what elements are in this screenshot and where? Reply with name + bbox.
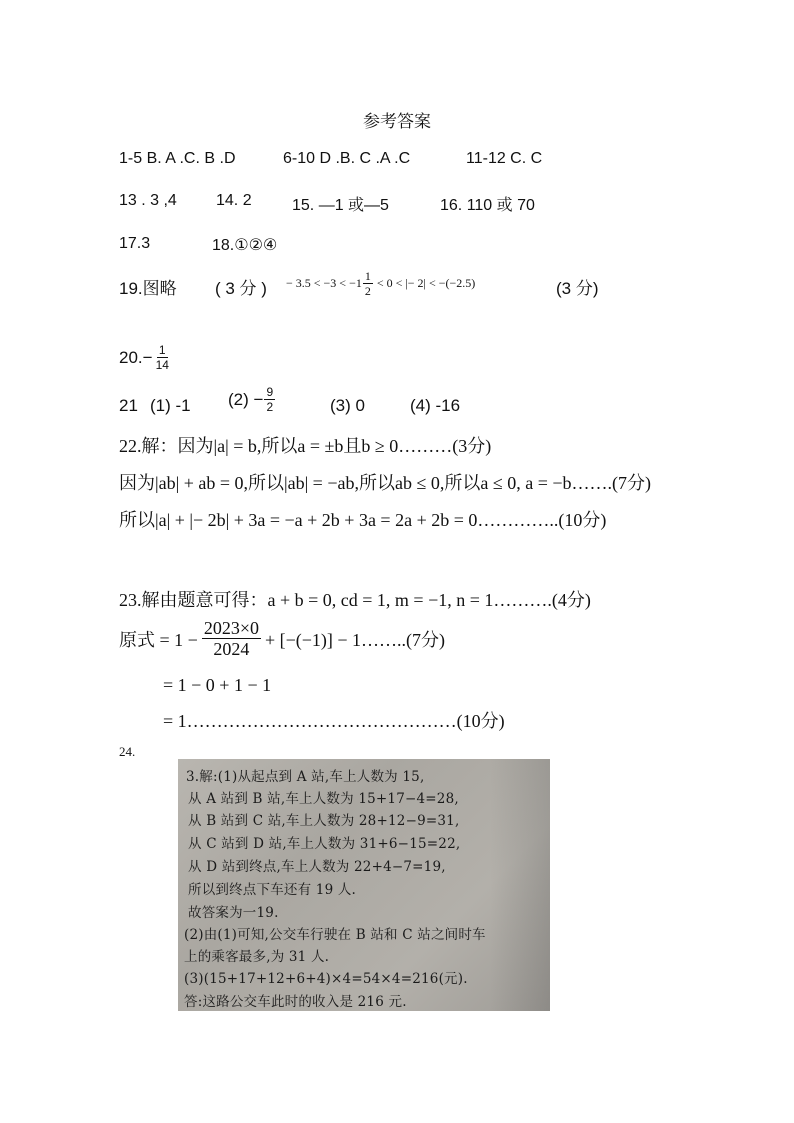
photo-line: 从 D 站到终点,车上人数为 22+4−7=19, (188, 859, 446, 875)
photo-line: 故答案为一19. (188, 905, 279, 921)
q19-fraction (363, 270, 373, 297)
q23-fraction (202, 619, 261, 658)
q20-answer (119, 344, 172, 371)
q23-line-4: = 1………………………………………(10分) (163, 711, 505, 731)
answer-14: 14. 2 (216, 192, 252, 209)
q21-label: 21 (119, 396, 138, 415)
q21-frac-den: 2 (266, 400, 274, 414)
q23-line-2 (119, 619, 445, 658)
q21-part-2-label: (2) − (228, 389, 264, 409)
answer-16: 16. 110 或 70 (440, 197, 535, 214)
q19-expr-post: < 0 < |− 2| < −(−2.5) (376, 276, 476, 290)
q19-expr-pre: − 3.5 < −3 < −1 (286, 276, 362, 290)
q20-fraction (154, 344, 171, 371)
q20-frac-den: 14 (155, 358, 169, 372)
answer-15: 15. —1 或—5 (292, 197, 389, 214)
q22-line-1: 22.解：因为|a| = b,所以a = ±b且b ≥ 0………(3分) (119, 436, 492, 456)
q21-part-1: (1) -1 (150, 396, 191, 415)
photo-line: 从 A 站到 B 站,车上人数为 15+17−4=28, (188, 791, 459, 807)
q23-frac-num: 2023×0 (203, 618, 259, 638)
photo-line: 从 B 站到 C 站,车上人数为 28+12−9=31, (188, 813, 460, 829)
q21-frac-num: 9 (266, 385, 274, 399)
answers-6-10: 6-10 D .B. C .A .C (283, 150, 411, 167)
q21-part-4: (4) -16 (410, 396, 461, 415)
q22-line-3: 所以|a| + |− 2b| + 3a = −a + 2b + 3a = 2a + 2b = 0…………..(10分) (119, 510, 607, 530)
page-title: 参考答案 (363, 112, 431, 131)
photo-line: 答:这路公交车此时的收入是 216 元. (184, 994, 407, 1010)
q23-line-3: = 1 − 0 + 1 − 1 (163, 675, 272, 695)
q19-label: 19.图略 (119, 279, 177, 298)
answer-17: 17.3 (119, 235, 151, 252)
photo-line: (3)(15+17+12+6+4)×4=54×4=216(元). (184, 971, 468, 987)
q23-frac-den: 2024 (213, 639, 250, 659)
q19-score-1: ( 3 分 ) (215, 279, 267, 298)
answer-13: 13 . 3 ,4 (119, 192, 177, 209)
answer-18: 18.①②④ (212, 237, 278, 254)
q21-part-3: (3) 0 (330, 396, 365, 415)
q24-solution-photo (178, 759, 550, 1011)
q21-part-2 (228, 386, 276, 413)
photo-shadow (490, 759, 550, 1011)
q22-line-2: 因为|ab| + ab = 0,所以|ab| = −ab,所以ab ≤ 0,所以a ≤ 0, a = −b…….(7分) (119, 473, 651, 493)
q24-label: 24. (119, 744, 136, 759)
answers-11-12: 11-12 C. C (466, 150, 543, 167)
photo-line: 所以到终点下车还有 19 人. (188, 882, 357, 898)
q23-line-2-pre: 原式 = 1 − (119, 629, 198, 650)
q19-score-2: (3 分) (556, 279, 599, 298)
q19-frac-den: 2 (364, 284, 371, 298)
photo-line: (2)由(1)可知,公交车行驶在 B 站和 C 站之间时车 (184, 927, 486, 943)
answers-1-5: 1-5 B. A .C. B .D (119, 150, 236, 167)
q21-part-2-fraction (264, 386, 275, 413)
q23-line-2-post: + [−(−1)] − 1……..(7分) (264, 629, 446, 650)
q23-line-1: 23.解由题意可得：a + b = 0, cd = 1, m = −1, n = 1……….(4分) (119, 590, 591, 610)
q20-frac-num: 1 (158, 343, 166, 357)
q19-frac-num: 1 (364, 269, 371, 283)
photo-line: 从 C 站到 D 站,车上人数为 31+6−15=22, (188, 836, 461, 852)
q19-inequality (286, 270, 475, 297)
photo-line: 3.解:(1)从起点到 A 站,车上人数为 15, (186, 769, 425, 785)
photo-line: 上的乘客最多,为 31 人. (184, 949, 330, 965)
q20-label: 20.− (119, 347, 153, 367)
